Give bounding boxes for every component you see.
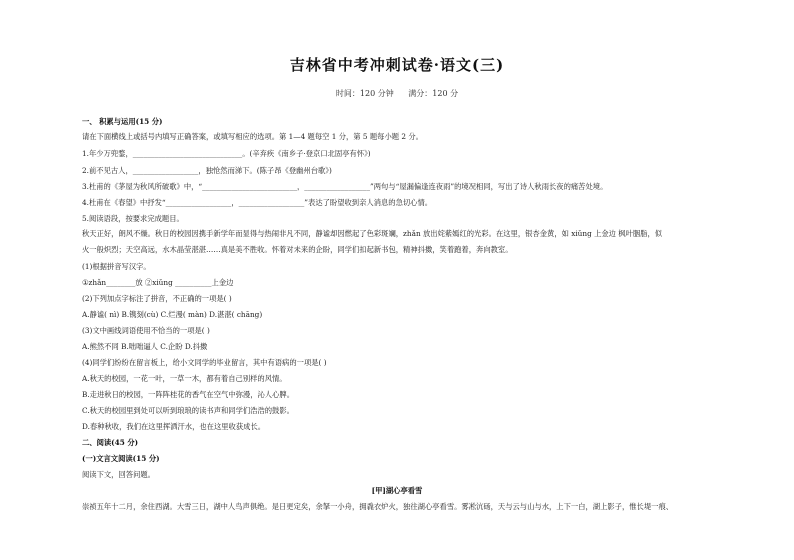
option-line: D.春种秋收，我们在这里挥洒汗水，也在这里收获成长。 xyxy=(82,422,266,431)
passage-line: 火一般炽烈；天空高远，水木晶莹湛湛……真是美不胜收。怀着对未来的企盼，同学们扣起新书包，精神抖擞，笑着跑着，奔向教室。 xyxy=(82,245,513,254)
passage-line: 秋天正好，朗风不燥。秋日的校园因携手新学年而显得与热闹非凡不同，静谧却因燃起了色彩斑斓，zhǎn 放出姹紫嫣红的光彩。在这里，银杏金黄，如 xiǔng 上金边 枫叶胭脂，似 xyxy=(82,229,663,238)
passage-title: [甲]湖心亭看雪 xyxy=(371,486,423,495)
time-limit: 时间：120 分钟 xyxy=(335,89,394,98)
passage-line: 崇祯五年十二月，余住西湖。大雪三日，湖中人鸟声俱绝。是日更定矣，余拏一小舟，拥毳衣炉火，独往湖心亭看雪。雾凇沆砀，天与云与山与水，上下一白，湖上影子，惟长堤一痕、 xyxy=(82,502,674,511)
question-line: (2)下列加点字标注了拼音，不正确的一项是( ) xyxy=(82,294,232,303)
option-line: C.秋天的校园里到处可以听到琅琅的读书声和同学们浩浩的鼓影。 xyxy=(82,406,294,415)
option-line: B.走进秋日的校园，一阵阵桂花的香气在空气中弥漫，沁人心脾。 xyxy=(82,390,294,399)
section-heading: 二、阅读(45 分) xyxy=(82,438,139,447)
section-heading: 一、 积累与运用(15 分) xyxy=(82,117,163,126)
option-line: A.秋天的校园，一花一叶，一草一木，都有着自己别样的风情。 xyxy=(82,374,287,383)
question-line: ①zhǎn________放 ②xiǔng __________上金边 xyxy=(82,278,234,287)
question-line: 4.杜甫在《春望》中抒发“__________________，__________________”表达了盼望收到亲人消息的急切心情。 xyxy=(82,198,433,207)
question-line: 3.杜甫的《茅屋为秋风所破歌》中，“__________________________，__________________”两句与“屋漏偏逢连夜雨”的境况相同，写出了诗人秋雨长夜的痛苦处境。 xyxy=(82,182,608,191)
instruction-text: 请在下面横线上或括号内填写正确答案，或填写相应的选项。第 1—4 题每空 1 分，第 5 题每小题 2 分。 xyxy=(82,132,423,141)
question-line: 2.前不见古人，__________________，独怆然而涕下。(陈子昂《登幽州台歌》) xyxy=(82,166,332,175)
subsection-heading: (一)文言文阅读(15 分) xyxy=(82,454,160,463)
total-score: 满分：120 分 xyxy=(408,89,459,98)
option-line: A.熊然不同 B.咄咄逼人 C.企盼 D.抖擞 xyxy=(82,342,208,351)
document-title: 吉林省中考冲刺试卷·语文(三) xyxy=(289,56,505,74)
question-line: (1)根据拼音写汉字。 xyxy=(82,262,151,271)
option-line: A.静谧( nì) B.镌刻(cù) C.烂漫( màn) D.湛湛( chāng) xyxy=(82,310,263,319)
question-line: (4)同学们纷纷在留言板上，给小文同学的毕业留言，其中有语病的一项是( ) xyxy=(82,358,327,367)
question-line: (3)文中画线词语使用不恰当的一项是( ) xyxy=(82,326,210,335)
question-line: 5.阅读语段，按要求完成题目。 xyxy=(82,214,184,223)
instruction-text: 阅读下文，回答问题。 xyxy=(82,470,155,479)
exam-meta xyxy=(0,88,794,99)
question-line: 1.年少万兜鍪，______________________________。(辛弃疾《南乡子·登京口北固亭有怀》) xyxy=(82,149,371,158)
